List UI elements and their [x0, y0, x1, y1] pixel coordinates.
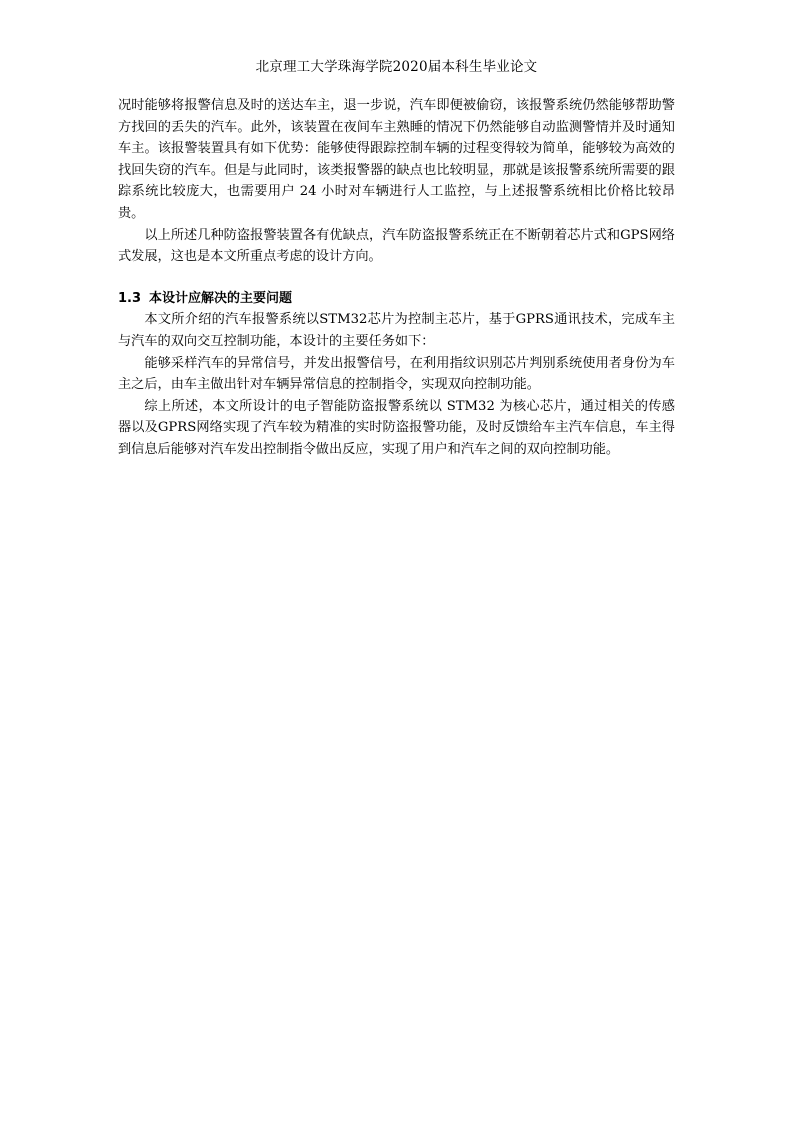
paragraph-conclusion: 综上所述，本文所设计的电子智能防盗报警系统以 STM32 为核心芯片，通过相关的传感器以及GPRS网络实现了汽车较为精准的实时防盗报警功能，及时反馈给车主汽车信息，车主得到信息后能够对汽车发出控制指令做出反应，实现了用户和汽车之间的双向控制功能。	[118, 398, 675, 457]
paragraph-summary: 以上所述几种防盗报警装置各有优缺点，汽车防盗报警系统正在不断朝着芯片式和GPS网络式发展，这也是本文所重点考虑的设计方向。	[118, 227, 675, 265]
paragraph-task: 能够采样汽车的异常信号，并发出报警信号，在利用指纹识别芯片判别系统使用者身份为车主之后，由车主做出针对车辆异常信息的控制指令，实现双向控制功能。	[118, 355, 675, 393]
section-title: 本设计应解决的主要问题	[149, 290, 293, 306]
section-heading	[118, 288, 675, 310]
paragraph-intro: 本文所介绍的汽车报警系统以STM32芯片为控制主芯片，基于GPRS通讯技术，完成车主与汽车的双向交互控制功能，本设计的主要任务如下：	[118, 312, 675, 349]
paragraph-continuation: 况时能够将报警信息及时的送达车主，退一步说，汽车即便被偷窃，该报警系统仍然能够帮助警方找回的丢失的汽车。此外，该装置在夜间车主熟睡的情况下仍然能够自动监测警情并及时通知车主。该报警装置具有如下优势：能够使得跟踪控制车辆的过程变得较为简单，能够较为高效的找回失窃的汽车。但是与此同时，该类报警器的缺点也比较明显，那就是该报警系统所需要的跟踪系统比较庞大，也需要用户 24 小时对车辆进行人工监控，与上述报警系统相比价格比较昂贵。	[118, 98, 675, 221]
body-text	[118, 95, 675, 461]
running-header: 北京理工大学珠海学院2020届本科生毕业论文	[255, 59, 538, 75]
section-number: 1.3	[118, 290, 142, 306]
